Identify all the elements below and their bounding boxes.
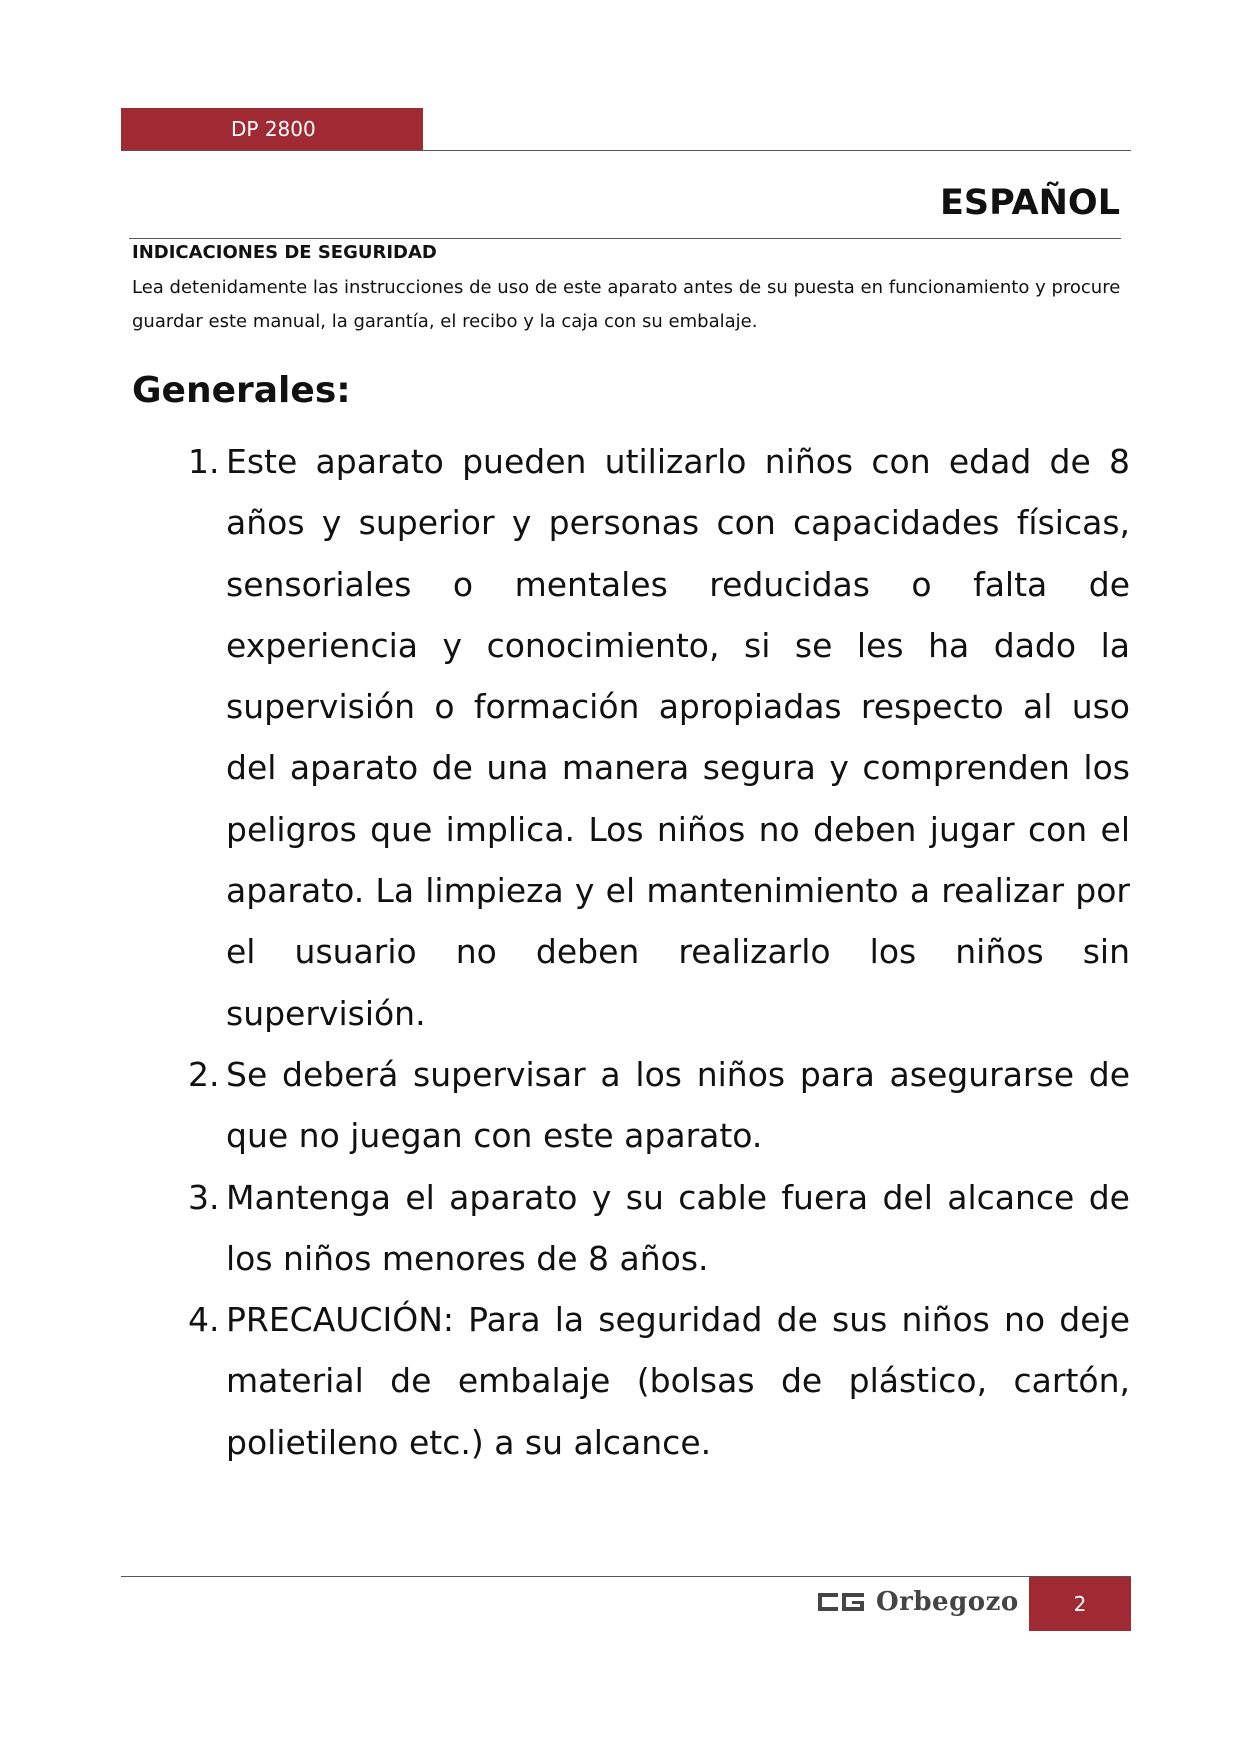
section-title: Generales: — [132, 370, 351, 411]
model-label: DP 2800 — [231, 117, 316, 141]
item-text: Se deberá supervisar a los niños para asegurarse de que no juegan con este aparato. — [226, 1054, 1130, 1156]
item-text: Mantenga el aparato y su cable fuera del alcance de los niños menores de 8 años. — [226, 1177, 1130, 1278]
list-item — [188, 1289, 1130, 1473]
title-divider — [129, 238, 1121, 239]
brand-mark-icon — [818, 1591, 864, 1613]
model-tab — [121, 108, 423, 150]
language-title: ESPAÑOL — [940, 183, 1120, 223]
safety-intro: Lea detenidamente las instrucciones de uso de este aparato antes de su puesta en funcionamiento y procure guardar este manual, la garantía, el recibo y la caja con su embalaje. — [132, 277, 1121, 332]
list-item — [188, 1167, 1130, 1290]
item-number: 2. — [188, 1054, 220, 1094]
list-item — [188, 1044, 1130, 1167]
brand-logo — [818, 1584, 1019, 1620]
brand-wordmark: Orbegozo — [876, 1587, 1019, 1617]
footer-divider — [121, 1576, 1131, 1577]
item-number: 1. — [188, 442, 220, 481]
item-number: 3. — [188, 1177, 220, 1217]
list-item — [188, 431, 1130, 1044]
safety-heading: INDICACIONES DE SEGURIDAD — [132, 242, 437, 263]
item-number: 4. — [188, 1300, 220, 1340]
page-number: 2 — [1029, 1577, 1131, 1631]
item-text: PRECAUCIÓN: Para la seguridad de sus niños no deje material de embalaje (bolsas de plástico, cartón, polietileno etc.) a su alcance. — [226, 1300, 1130, 1462]
item-text: Este aparato pueden utilizarlo niños con edad de 8 años y superior y personas con capacidades físicas, sensoriales o mentales reducidas o falta de experiencia y conocimiento, si se les ha dado la supervisión o formación apropiadas respecto al uso del aparato de una manera segura y comprenden los peligros que implica. Los niños no deben jugar con el aparato. La limpieza y el mantenimiento a realizar por el usuario no deben realizarlo los niños sin supervisión. — [226, 442, 1130, 1033]
header-divider — [121, 150, 1131, 151]
safety-rules-list — [188, 431, 1130, 1473]
